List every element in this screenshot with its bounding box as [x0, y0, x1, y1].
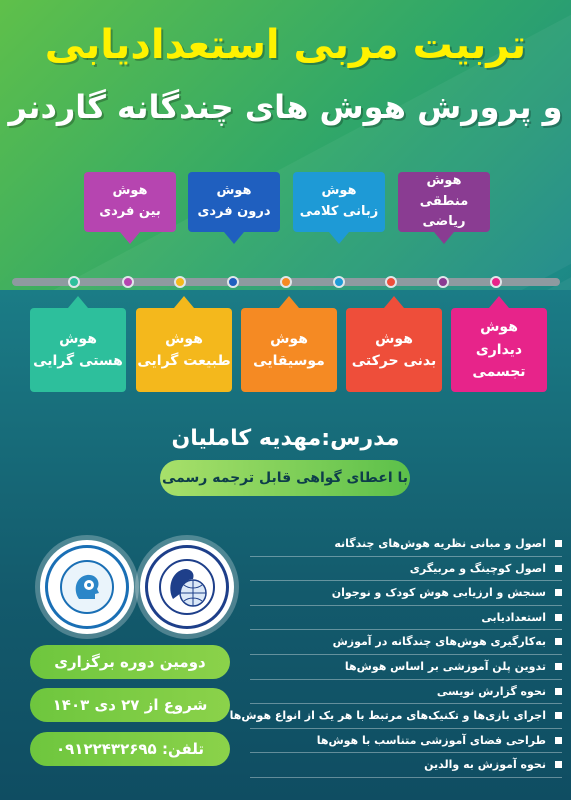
association-logo-ring: [45, 545, 129, 629]
timeline-dot: [122, 276, 134, 288]
course-round-pill: دومین دوره برگزاری: [30, 645, 230, 679]
intelligence-name: دیداری تجسمی: [472, 341, 526, 381]
timeline-dot: [227, 276, 239, 288]
bullet-square-icon: [555, 663, 562, 670]
globe-head-logo: [140, 540, 234, 634]
intelligence-box-musical: [241, 308, 337, 392]
intelligence-box-bodily: [346, 308, 442, 392]
intelligence-word: هوش: [375, 330, 413, 347]
timeline-dot: [385, 276, 397, 288]
intelligence-word: هوش: [270, 330, 308, 347]
list-item: اصول و مبانی نظریه هوش‌های چندگانه: [250, 532, 562, 557]
intelligence-name: منطقی ریاضی: [419, 193, 469, 230]
head-profile-icon: [59, 559, 115, 615]
intelligence-word: هوش: [216, 183, 252, 199]
bullet-square-icon: [555, 761, 562, 768]
phone-pill[interactable]: تلفن: ۰۹۱۲۲۴۳۲۶۹۵: [30, 732, 230, 766]
timeline-dot: [333, 276, 345, 288]
intelligence-name: زبانی کلامی: [299, 204, 379, 219]
list-item: استعدادیابی: [250, 606, 562, 631]
bullet-square-icon: [555, 712, 562, 719]
list-item: اجرای بازی‌ها و تکنیک‌های مرتبط با هر یک از انواع هوش‌ها: [250, 704, 562, 729]
intelligence-box-logical: [398, 172, 490, 232]
bullet-square-icon: [555, 737, 562, 744]
intelligence-box-intrapersonal: [188, 172, 280, 232]
instructor-name: مدرس:مهدیه کاملیان: [171, 426, 400, 451]
list-item: طراحی فضای آموزشی متناسب با هوش‌ها: [250, 729, 562, 754]
start-date-pill: شروع از ۲۷ دی ۱۴۰۳: [30, 688, 230, 722]
certificate-badge: با اعطای گواهی قابل ترجمه رسمی: [160, 460, 410, 496]
intelligence-word: هوش: [480, 319, 518, 336]
intelligence-word: هوش: [165, 330, 203, 347]
intelligence-name: هستی گرایی: [33, 353, 123, 369]
list-item: نحوه گزارش نویسی: [250, 680, 562, 705]
bullet-square-icon: [555, 688, 562, 695]
list-item: تدوین پلن آموزشی بر اساس هوش‌ها: [250, 655, 562, 680]
association-logo: [40, 540, 134, 634]
list-item: سنجش و ارزیابی هوش کودک و نوجوان: [250, 581, 562, 606]
timeline-dot: [437, 276, 449, 288]
globe-head-logo-ring: [145, 545, 229, 629]
list-item: به‌کارگیری هوش‌های چندگانه در آموزش: [250, 630, 562, 655]
intelligence-box-naturalist: [136, 308, 232, 392]
intelligence-word: هوش: [59, 330, 97, 347]
bullet-square-icon: [555, 565, 562, 572]
intelligence-word: هوش: [112, 183, 148, 199]
bullet-square-icon: [555, 540, 562, 547]
timeline-dot: [280, 276, 292, 288]
intelligence-word: هوش: [321, 183, 357, 199]
intelligence-word: هوش: [426, 172, 462, 188]
timeline-dot: [174, 276, 186, 288]
intelligence-name: موسیقایی: [253, 353, 325, 369]
timeline-dot: [490, 276, 502, 288]
intelligence-name: درون فردی: [197, 204, 271, 219]
intelligence-box-linguistic: [293, 172, 385, 232]
title-line-2: و پرورش هوش های چندگانه گاردنر: [8, 88, 563, 126]
list-item: نحوه آموزش به والدین: [250, 753, 562, 778]
globe-icon: [157, 557, 217, 617]
bullet-square-icon: [555, 614, 562, 621]
intelligence-box-existential: [30, 308, 126, 392]
title-line-1: تربیت مربی استعدادیابی: [44, 22, 527, 68]
intelligence-box-visual: [451, 308, 547, 392]
intelligence-name: بدنی حرکتی: [351, 353, 437, 369]
intelligence-name: بین فردی: [99, 204, 161, 219]
bullet-square-icon: [555, 589, 562, 596]
list-item: اصول کوچینگ و مربیگری: [250, 557, 562, 582]
timeline-dot: [68, 276, 80, 288]
bullet-square-icon: [555, 638, 562, 645]
intelligence-box-interpersonal: [84, 172, 176, 232]
intelligence-name: طبیعت گرایی: [137, 353, 231, 369]
topics-list: [229, 532, 562, 778]
